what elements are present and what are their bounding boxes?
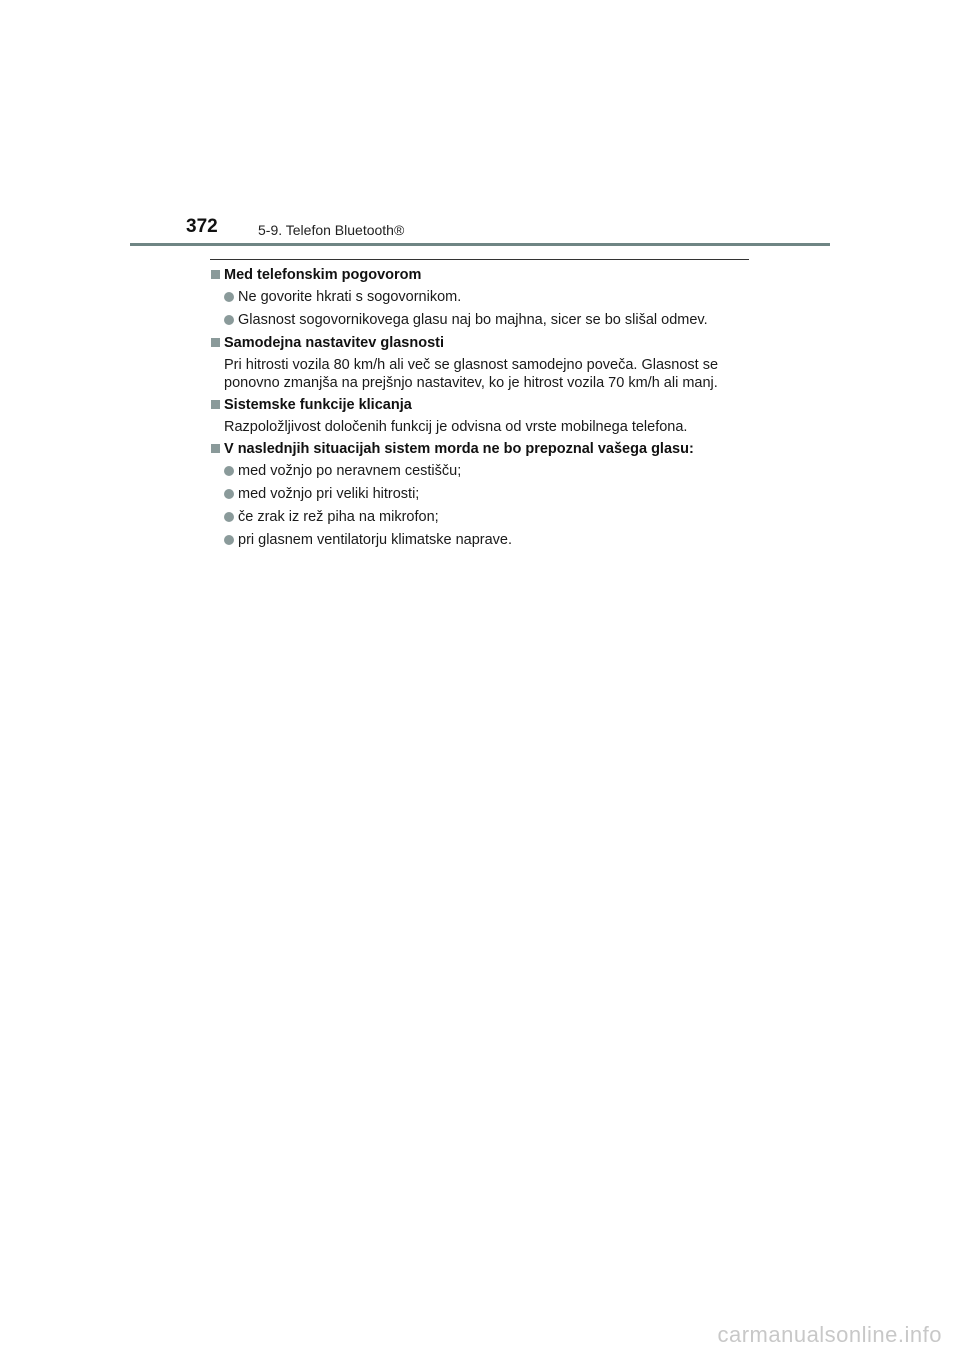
paragraph-line: ponovno zmanjša na prejšnjo nastavitev, ko je hitrost vozila 70 km/h ali manj. [224, 375, 718, 391]
paragraph-line: Razpoložljivost določenih funkcij je odvisna od vrste mobilnega telefona. [224, 419, 688, 435]
paragraph [210, 356, 755, 392]
list-item-text: če zrak iz rež piha na mikrofon; [238, 509, 439, 525]
heading-text: Sistemske funkcije klicanja [224, 397, 412, 413]
square-bullet-icon [211, 400, 220, 409]
round-bullet-icon [224, 466, 234, 476]
paragraph [210, 418, 755, 436]
page-number: 372 [186, 216, 218, 237]
list-item-text: Glasnost sogovornikovega glasu naj bo majhna, sicer se bo slišal odmev. [238, 312, 708, 328]
section-title: 5-9. Telefon Bluetooth® [258, 222, 405, 238]
round-bullet-icon [224, 292, 234, 302]
square-bullet-icon [211, 444, 220, 453]
section-heading-during-call [210, 266, 755, 284]
heading-text: Samodejna nastavitev glasnosti [224, 335, 444, 351]
round-bullet-icon [224, 489, 234, 499]
square-bullet-icon [211, 338, 220, 347]
round-bullet-icon [224, 512, 234, 522]
section-heading-voice-recognition [210, 440, 755, 458]
section-heading-call-functions [210, 396, 755, 414]
list-item [210, 288, 755, 306]
section-heading-auto-volume [210, 334, 755, 352]
paragraph-line: Pri hitrosti vozila 80 km/h ali več se glasnost samodejno poveča. Glasnost se [224, 357, 719, 373]
round-bullet-icon [224, 315, 234, 325]
list-item-text: med vožnjo po neravnem cestišču; [238, 463, 462, 479]
list-item [210, 485, 755, 503]
square-bullet-icon [211, 270, 220, 279]
heading-text: Med telefonskim pogovorom [224, 267, 422, 283]
page-content [210, 266, 755, 554]
content-top-rule [210, 259, 749, 260]
list-item-text: Ne govorite hkrati s sogovornikom. [238, 289, 462, 305]
heading-text: V naslednjih situacijah sistem morda ne bo prepoznal vašega glasu: [224, 441, 694, 457]
list-item [210, 311, 755, 329]
list-item-text: pri glasnem ventilatorju klimatske naprave. [238, 532, 513, 548]
footer-watermark: carmanualsonline.info [717, 1322, 942, 1347]
list-item [210, 508, 755, 526]
header-rule [130, 243, 830, 246]
list-item [210, 531, 755, 549]
list-item [210, 462, 755, 480]
list-item-text: med vožnjo pri veliki hitrosti; [238, 486, 420, 502]
round-bullet-icon [224, 535, 234, 545]
